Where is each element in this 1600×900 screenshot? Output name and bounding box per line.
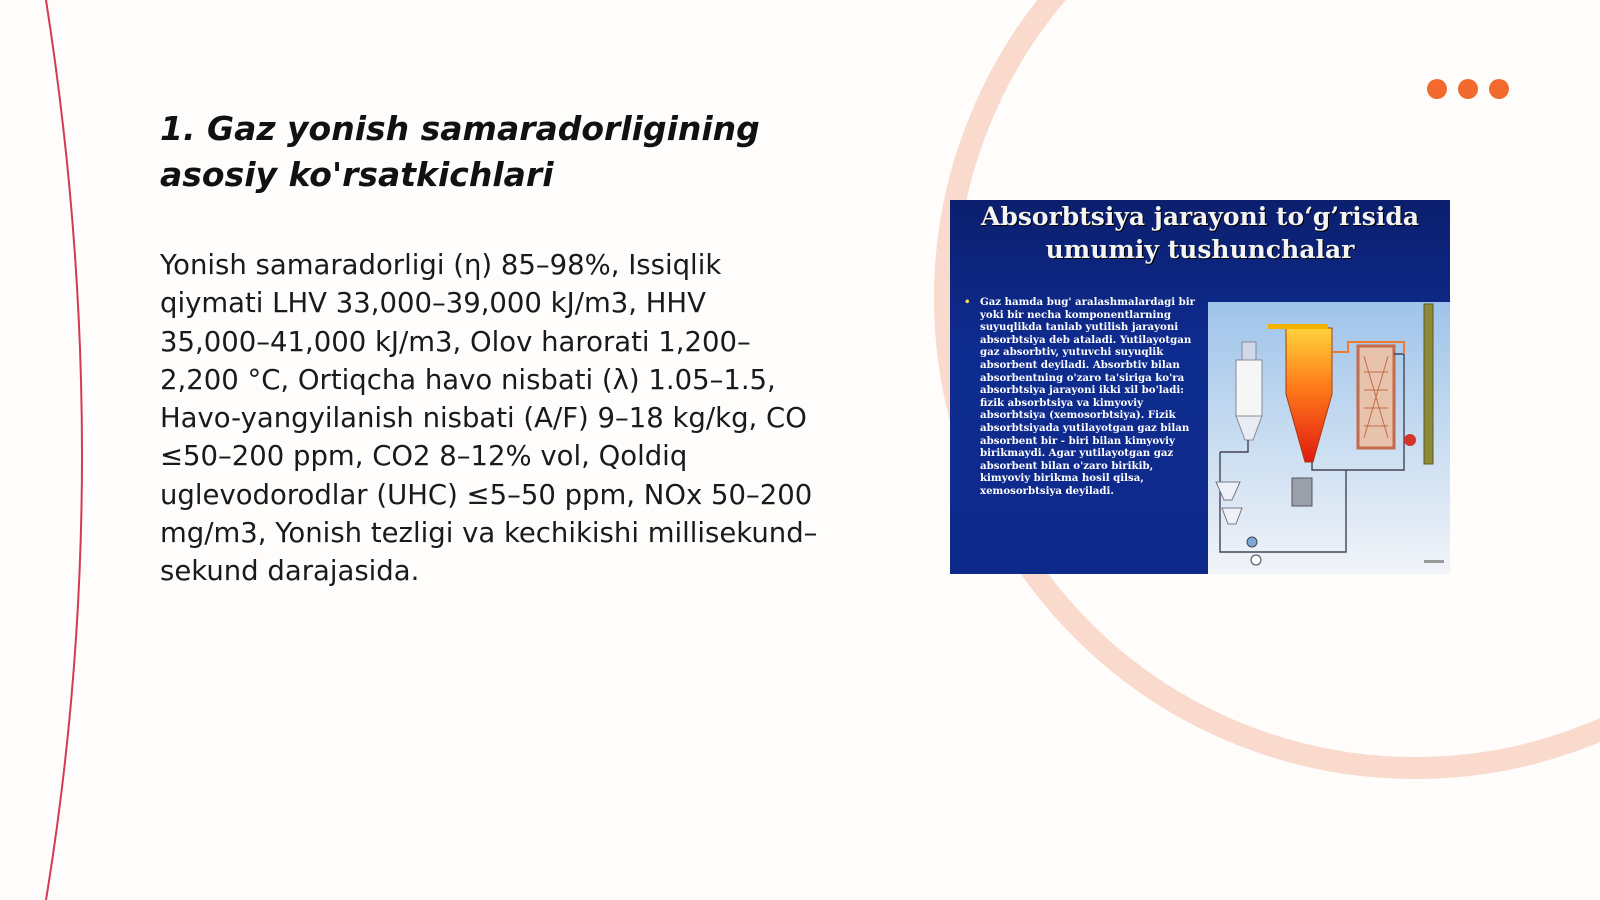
- pump-unit: [1292, 478, 1312, 506]
- dot-2: [1458, 79, 1478, 99]
- bunker-top: [1242, 342, 1256, 360]
- bottom-valve: [1251, 555, 1261, 565]
- bunker-body: [1236, 360, 1262, 416]
- slide-title: 1. Gaz yonish samaradorligining asosiy ko'rsatkichlari: [160, 109, 760, 194]
- image-title: Absorbtsiya jarayoni to‘g’risida umumiy tushunchalar: [980, 202, 1420, 264]
- menu-dots: [1427, 79, 1509, 99]
- reactor-top-pipe: [1268, 324, 1328, 329]
- corner-label: [1424, 560, 1444, 563]
- slide-body-text: Yonish samaradorligi (η) 85–98%, Issiqlik qiymati LHV 33,000–39,000 kJ/m3, HHV 35,000–41,000 kJ/m3, Olov harorati 1,200–2,200 °C, Ortiqcha havo nisbati (λ) 1.05–1.5, Havo-yangyilanish nisbati (A/F) 9–18 kg/kg, CO ≤50–200 ppm, CO2 8–12% vol, Qoldiq uglevodorodlar (UHC) ≤5–50 ppm, NOx 50–200 mg/m3, Yonish tezligi va kechikishi millisekund–sekund darajasida.: [160, 249, 818, 588]
- absorption-apparatus-diagram: [1208, 302, 1450, 574]
- left-accent-line: [46, 0, 82, 900]
- pump-circle: [1247, 537, 1257, 547]
- red-valve: [1404, 434, 1416, 446]
- dot-3: [1489, 79, 1509, 99]
- image-paragraph: [964, 296, 1202, 498]
- absorption-slide-image: [950, 200, 1450, 574]
- image-text: Gaz hamda bug' aralashmalardagi bir yoki bir necha komponentlarning suyuqlikda tanlab yutilish jarayoni absorbtsiya deb ataladi. Yutilayotgan gaz absorbtiv, yutuvchi suyuqlik absorbent deyiladi. Absorbtiv bilan absorbentning o'zaro ta'siriga ko'ra absorbtsiya jarayoni ikki xil bo'ladi: fizik absorbtsiya va kimyoviy absorbtsiya (xemosorbtsiya). Fizik absorbtsiyada yutilayotgan gaz bilan absorbent bir - biri bilan kimyoviy birikmaydi. Agar yutilayotgan gaz absorbent bilan o'zaro birikib, kimyoviy birikma hosil qilsa, xemosorbtsiya deyiladi.: [980, 296, 1196, 497]
- dot-1: [1427, 79, 1447, 99]
- chimney-column: [1424, 304, 1433, 464]
- image-bullet: •: [964, 296, 971, 308]
